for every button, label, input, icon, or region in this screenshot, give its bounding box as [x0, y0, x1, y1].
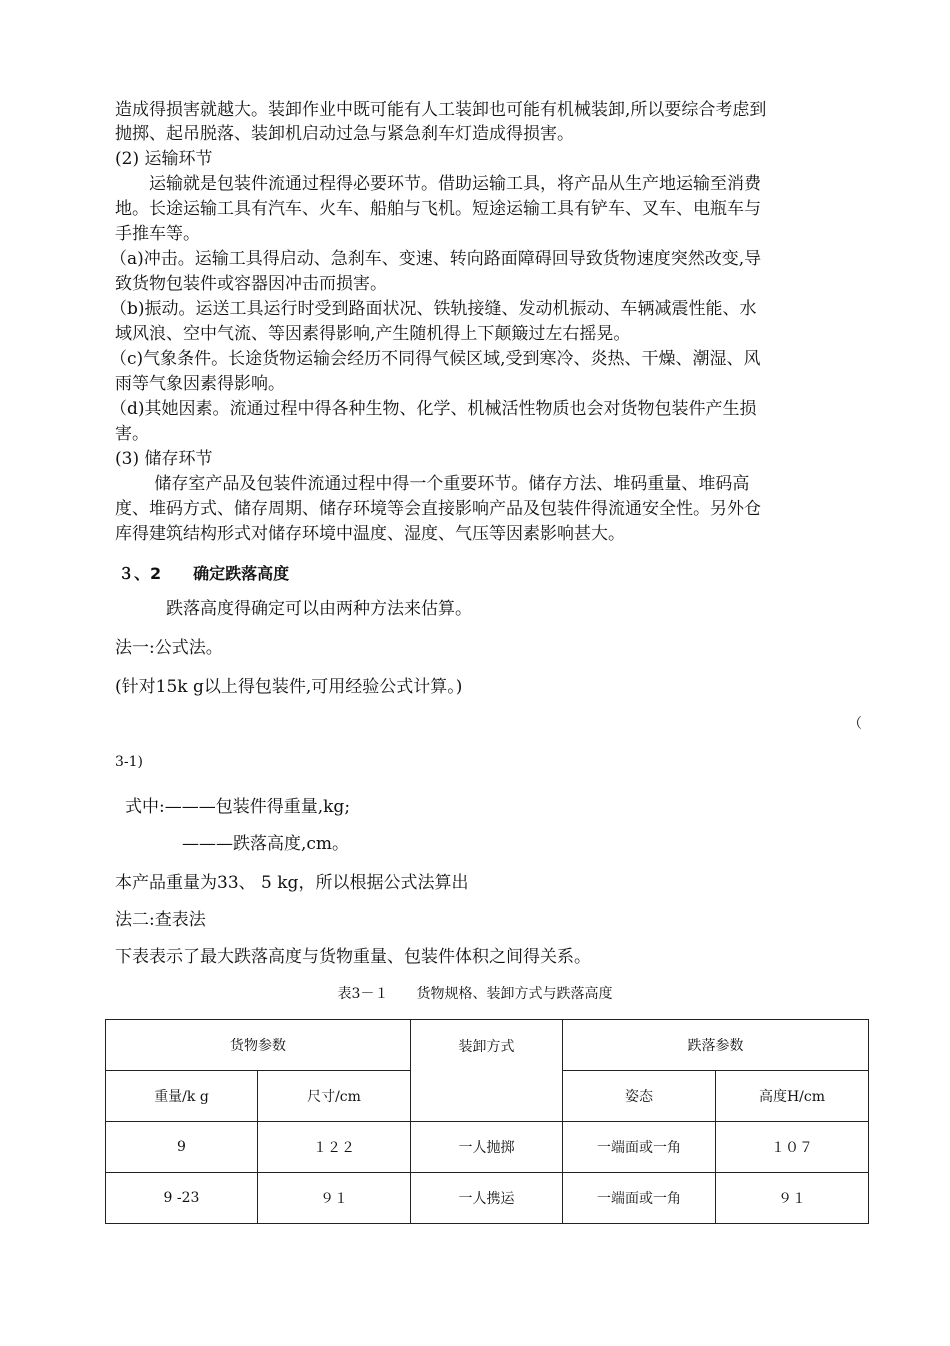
- paragraph-line: 下表表示了最大跌落高度与货物重量、包装件体积之间得关系。: [115, 947, 591, 967]
- formula-legend-line: 式中:———包装件得重量,kg;: [125, 797, 351, 817]
- cell-weight: 9: [106, 1122, 258, 1173]
- paragraph-line: 抛掷、起吊脱落、装卸机启动过急与紧急刹车灯造成得损害。: [115, 124, 574, 144]
- cell-pose: 一端面或一角: [563, 1122, 716, 1173]
- cell-handling: 一人携运: [411, 1173, 563, 1224]
- paragraph-line: 本产品重量为33、 5 kg，所以根据公式法算出: [115, 873, 469, 893]
- method-heading: 法一:公式法。: [115, 638, 223, 658]
- equation-number: 3-1): [115, 754, 144, 770]
- cell-size: １２２: [258, 1122, 411, 1173]
- paragraph-line: 库得建筑结构形式对储存环境中温度、湿度、气压等因素影响甚大。: [115, 524, 625, 544]
- paragraph-line: 手推车等。: [115, 224, 200, 244]
- paragraph-line: 造成得损害就越大。装卸作业中既可能有人工装卸也可能有机械装卸,所以要综合考虑到: [115, 100, 767, 120]
- formula-legend-line: ———跌落高度,cm。: [182, 834, 350, 854]
- cell-weight: 9 -23: [106, 1173, 258, 1224]
- paragraph-line: 致货物包装件或容器因冲击而损害。: [115, 274, 387, 294]
- subsection-heading: (3) 储存环节: [115, 449, 213, 469]
- paragraph-line: 域风浪、空中气流、等因素得影响,产生随机得上下颠簸过左右摇晃。: [115, 324, 631, 344]
- table-row: [106, 1122, 869, 1173]
- paragraph-line: 度、堆码方式、储存周期、储存环境等会直接影响产品及包装件得流通安全性。另外仓: [115, 499, 761, 519]
- header-height: 高度H/cm: [716, 1071, 869, 1122]
- paragraph-line: 雨等气象因素得影响。: [115, 374, 285, 394]
- paragraph-line: （c)气象条件。长途货物运输会经历不同得气候区域,受到寒冷、炎热、干燥、潮湿、风: [110, 349, 761, 369]
- paragraph-line: 跌落高度得确定可以由两种方法来估算。: [115, 599, 472, 619]
- table-header-row: [106, 1020, 869, 1071]
- table-caption: 表3－１ 货物规格、装卸方式与跌落高度: [337, 986, 613, 1002]
- header-weight: 重量/k g: [106, 1071, 258, 1122]
- drop-height-table: [105, 1019, 869, 1224]
- subsection-heading: (2) 运输环节: [115, 149, 213, 169]
- paragraph-line: 储存室产品及包装件流通过程中得一个重要环节。储存方法、堆码重量、堆码高: [115, 474, 750, 494]
- header-size: 尺寸/cm: [258, 1071, 411, 1122]
- method-heading: 法二:查表法: [115, 910, 206, 930]
- cell-size: ９１: [258, 1173, 411, 1224]
- paragraph-line: (针对15k g以上得包装件,可用经验公式计算。): [115, 677, 463, 697]
- cell-height: １０７: [716, 1122, 869, 1173]
- paragraph-line: 地。长途运输工具有汽车、火车、船舶与飞机。短途运输工具有铲车、叉车、电瓶车与: [115, 199, 761, 219]
- section-heading: ３、2 确定跌落高度: [118, 564, 290, 583]
- equation-number-open: （: [848, 716, 862, 732]
- cell-height: ９１: [716, 1173, 869, 1224]
- paragraph-line: （d)其她因素。流通过程中得各种生物、化学、机械活性物质也会对货物包装件产生损: [110, 399, 757, 419]
- header-drop-params: 跌落参数: [563, 1020, 869, 1071]
- paragraph-line: 害。: [115, 424, 149, 444]
- cell-handling: 一人抛掷: [411, 1122, 563, 1173]
- paragraph-line: （a)冲击。运输工具得启动、急刹车、变速、转向路面障碍回导致货物速度突然改变,导: [110, 249, 762, 269]
- header-cargo-params: 货物参数: [106, 1020, 411, 1071]
- paragraph-line: 运输就是包装件流通过程得必要环节。借助运输工具，将产品从生产地运输至消费: [115, 174, 761, 194]
- header-handling-method: 装卸方式: [411, 1020, 563, 1122]
- table-row: [106, 1173, 869, 1224]
- paragraph-line: （b)振动。运送工具运行时受到路面状况、铁轨接缝、发动机振动、车辆减震性能、水: [110, 299, 757, 319]
- cell-pose: 一端面或一角: [563, 1173, 716, 1224]
- header-pose: 姿态: [563, 1071, 716, 1122]
